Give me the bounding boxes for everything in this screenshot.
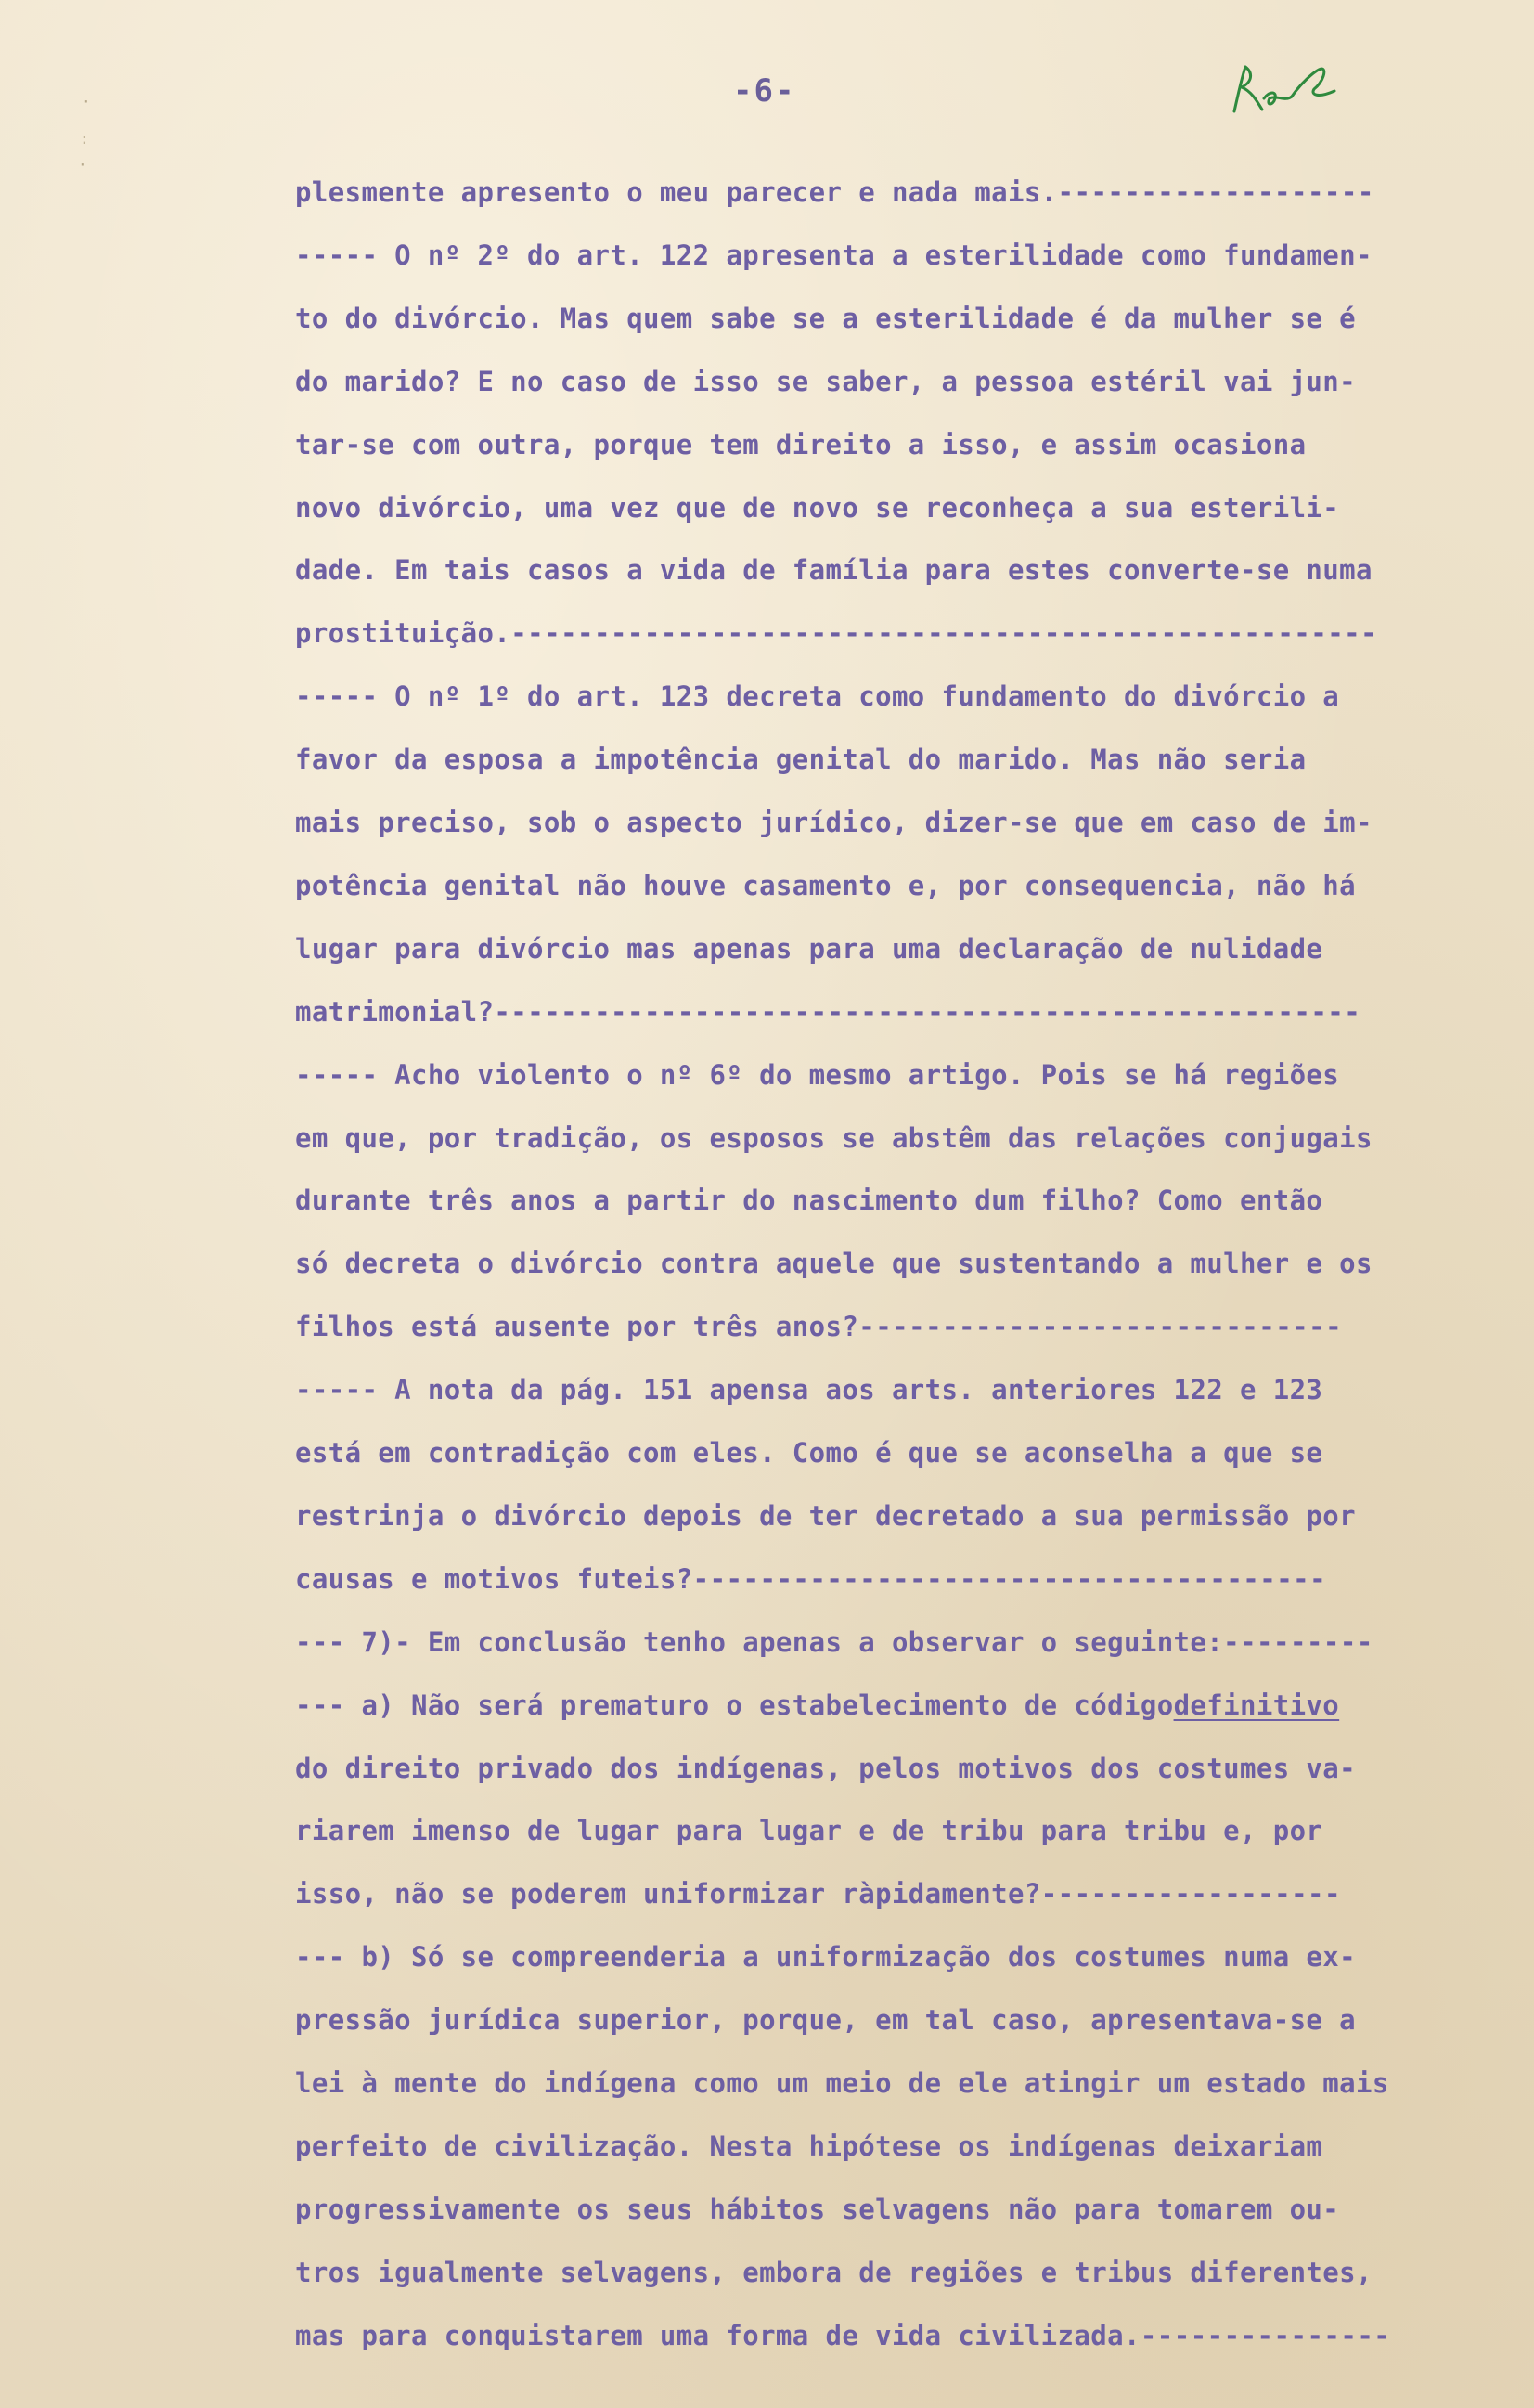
line-text: to do divórcio. Mas quem sabe se a esterilidade é da mulher se é xyxy=(295,302,1357,334)
line-text: ----- O nº 2º do art. 122 apresenta a esterilidade como fundamen- xyxy=(295,239,1373,271)
line-text: --- 7)- Em conclusão tenho apenas a observar o seguinte: xyxy=(295,1625,1224,1658)
line-text: potência genital não houve casamento e, por consequencia, não há xyxy=(295,869,1357,901)
line-text: em que, por tradição, os esposos se abstêm das relações conjugais xyxy=(295,1121,1373,1154)
text-line xyxy=(295,2067,1506,2104)
line-text: pressão jurídica superior, porque, em tal caso, apresentava-se a xyxy=(295,2004,1357,2037)
text-line xyxy=(295,933,1506,970)
line-text: riarem imenso de lugar para lugar e de tribu para tribu e, por xyxy=(295,1815,1323,1847)
line-text: mais preciso, sob o aspecto jurídico, dizer-se que em caso de im- xyxy=(295,807,1373,838)
line-text: novo divórcio, uma vez que de novo se reconheça a sua esterili- xyxy=(295,491,1340,524)
line-text: está em contradição com eles. Como é que se aconselha a que se xyxy=(295,1437,1323,1469)
text-line xyxy=(295,1185,1506,1222)
text-line xyxy=(295,1122,1506,1159)
dash-filler: --------- xyxy=(1223,1625,1373,1658)
text-line xyxy=(295,1753,1506,1790)
line-text: ----- Acho violento o nº 6º do mesmo artigo. Pois se há regiões xyxy=(295,1058,1340,1091)
text-line xyxy=(295,1437,1506,1474)
text-line xyxy=(295,996,1506,1033)
line-text: lugar para divórcio mas apenas para uma declaração de nulidade xyxy=(295,932,1323,964)
text-line xyxy=(295,1374,1506,1411)
margin-mark: · xyxy=(78,156,87,174)
text-line xyxy=(295,303,1506,340)
line-text: durante três anos a partir do nascimento dum filho? Como então xyxy=(295,1185,1323,1217)
text-line xyxy=(295,1248,1506,1285)
text-line xyxy=(295,1059,1506,1096)
line-text: ----- O nº 1º do art. 123 decreta como fundamento do divórcio a xyxy=(295,680,1340,713)
line-text: isso, não se poderem uniformizar ràpidamente? xyxy=(295,1878,1041,1910)
line-text: tar-se com outra, porque tem direito a isso, e assim ocasiona xyxy=(295,428,1307,460)
line-text: perfeito de civilização. Nesta hipótese os indígenas deixariam xyxy=(295,2130,1323,2162)
line-text: lei à mente do indígena como um meio de ele atingir um estado mais xyxy=(295,2067,1389,2099)
text-line xyxy=(295,1815,1506,1852)
line-text: favor da esposa a impotência genital do marido. Mas não seria xyxy=(295,744,1307,776)
dash-filler: -------------------------------------- xyxy=(692,1562,1327,1595)
line-text: causas e motivos futeis? xyxy=(295,1562,693,1595)
text-line xyxy=(295,1563,1506,1600)
text-line xyxy=(295,429,1506,466)
margin-mark: · xyxy=(82,93,91,110)
text-line xyxy=(295,366,1506,403)
text-line xyxy=(295,1311,1506,1348)
text-line xyxy=(295,492,1506,529)
text-line xyxy=(295,2257,1506,2294)
line-text: prostituição. xyxy=(295,617,511,650)
text-line xyxy=(295,554,1506,591)
line-text: plesmente apresento o meu parecer e nada mais. xyxy=(295,176,1058,208)
text-line xyxy=(295,807,1506,844)
text-line xyxy=(295,2320,1506,2357)
text-line xyxy=(295,2004,1506,2041)
text-line xyxy=(295,176,1506,214)
line-text: progressivamente os seus hábitos selvagens não para tomarem ou- xyxy=(295,2193,1340,2225)
handwritten-initials xyxy=(1225,58,1346,123)
text-line xyxy=(295,744,1506,781)
line-text: filhos está ausente por três anos? xyxy=(295,1311,859,1343)
dash-filler: ----------------------------- xyxy=(858,1311,1343,1343)
line-text: do direito privado dos indígenas, pelos motivos dos costumes va- xyxy=(295,1752,1357,1784)
line-text: --- a) Não será prematuro o estabelecimento de código xyxy=(295,1689,1174,1721)
line-text: só decreta o divórcio contra aquele que sustentando a mulher e os xyxy=(295,1248,1373,1280)
line-text: mas para conquistarem uma forma de vida civilizada. xyxy=(295,2319,1141,2351)
margin-mark: : xyxy=(80,130,89,148)
line-text: do marido? E no caso de isso se saber, a pessoa estéril vai jun- xyxy=(295,365,1357,397)
line-text: restrinja o divórcio depois de ter decretado a sua permissão por xyxy=(295,1499,1357,1532)
dash-filler: ------------------- xyxy=(1057,176,1374,208)
text-line xyxy=(295,870,1506,907)
line-text: tros igualmente selvagens, embora de regiões e tribus diferentes, xyxy=(295,2256,1373,2288)
underlined-word: definitivo xyxy=(1173,1689,1340,1721)
text-line xyxy=(295,2194,1506,2231)
dash-filler: ------------------ xyxy=(1040,1878,1341,1910)
line-text: ----- A nota da pág. 151 apensa aos arts. anteriores 122 e 123 xyxy=(295,1374,1323,1406)
text-line xyxy=(295,2130,1506,2168)
line-text: dade. Em tais casos a vida de família para estes converte-se numa xyxy=(295,554,1373,587)
dash-filler: ---------------------------------------------------- xyxy=(510,617,1378,650)
page-number: -6- xyxy=(733,72,796,110)
text-line xyxy=(295,680,1506,718)
text-line xyxy=(295,240,1506,277)
line-text: matrimonial? xyxy=(295,995,495,1028)
text-line xyxy=(295,1500,1506,1537)
line-text: --- b) Só se compreenderia a uniformização dos costumes numa ex- xyxy=(295,1941,1357,1974)
text-line xyxy=(295,1941,1506,1978)
dash-filler: --------------- xyxy=(1140,2319,1391,2351)
text-line xyxy=(295,1878,1506,1915)
text-line xyxy=(295,617,1506,654)
dash-filler: ---------------------------------------------------- xyxy=(494,995,1361,1028)
text-line xyxy=(295,1626,1506,1664)
text-line xyxy=(295,1689,1506,1727)
